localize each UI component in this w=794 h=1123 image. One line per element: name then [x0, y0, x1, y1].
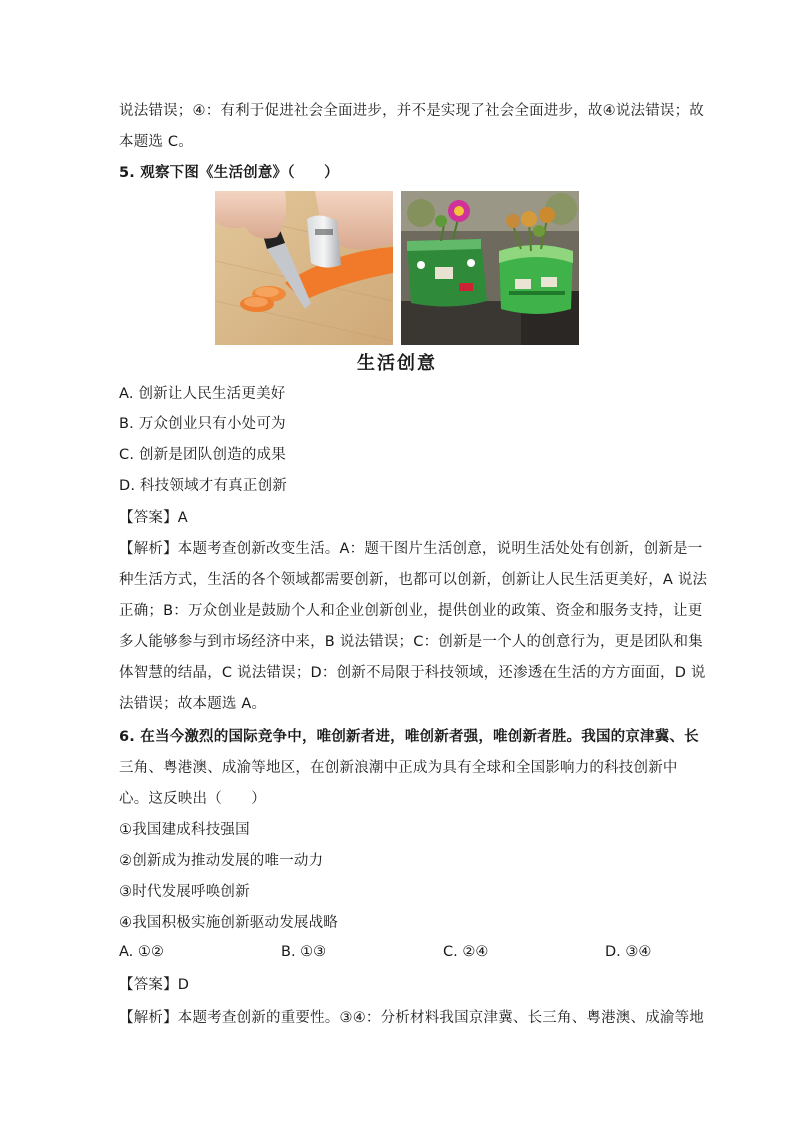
statement-2: ②创新成为推动发展的唯一动力 [119, 853, 324, 869]
bottle-planter-photo [401, 191, 579, 345]
question-5-stem: 5. 观察下图《生活创意》（ ） [119, 165, 339, 181]
carrot-cutting-photo [215, 191, 393, 345]
option-d: D. 科技领域才有真正创新 [119, 478, 287, 494]
statement-4: ④我国积极实施创新驱动发展战略 [119, 915, 338, 931]
q6-analysis-line-1: 【解析】本题考查创新的重要性。③④：分析材料我国京津冀、长三角、粤港澳、成渝等地 [119, 1010, 704, 1026]
question-6-stem-line-2: 三角、粤港澳、成渝等地区，在创新浪潮中正成为具有全球和全国影响力的科技创新中 [119, 760, 678, 776]
statement-3: ③时代发展呼唤创新 [119, 884, 250, 900]
question-5-answer: 【答案】A [119, 510, 188, 526]
q5-analysis-line-2: 种生活方式，生活的各个领域都需要创新，也都可以创新，创新让人民生活更美好，A 说法 [119, 572, 708, 588]
life-creativity-figure [215, 191, 579, 345]
q5-analysis-line-5: 体智慧的结晶，C 说法错误；D：创新不局限于科技领域，还渗透在生活的方方面面，D 说 [119, 665, 706, 681]
choice-d: D. ③④ [605, 944, 652, 960]
figure-caption: 生活创意 [357, 353, 437, 374]
statement-1: ①我国建成科技强国 [119, 822, 250, 838]
option-c: C. 创新是团队创造的成果 [119, 447, 286, 463]
prev-analysis-line-2: 本题选 C。 [119, 134, 193, 150]
option-a: A. 创新让人民生活更美好 [119, 386, 286, 402]
q5-analysis-line-4: 多人能够参与到市场经济中来，B 说法错误；C：创新是一个人的创意行为，更是团队和集 [119, 634, 703, 650]
question-6-answer: 【答案】D [119, 977, 190, 993]
choice-a: A. ①② [119, 944, 164, 960]
q5-analysis-line-3: 正确；B：万众创业是鼓励个人和企业创新创业，提供创业的政策、资金和服务支持，让更 [119, 603, 703, 619]
option-b: B. 万众创业只有小处可为 [119, 416, 286, 432]
choice-c: C. ②④ [443, 944, 489, 960]
question-6-choices [119, 944, 679, 964]
q5-analysis-line-6: 法错误；故本题选 A。 [119, 696, 267, 712]
prev-analysis-line-1: 说法错误；④：有利于促进社会全面进步，并不是实现了社会全面进步，故④说法错误；故 [119, 103, 704, 119]
choice-b: B. ①③ [281, 944, 327, 960]
question-6-stem-line-1: 6. 在当今激烈的国际竞争中，唯创新者进，唯创新者强，唯创新者胜。我国的京津冀、长 [119, 729, 699, 745]
question-6-stem-line-3: 心。这反映出（ ） [119, 791, 266, 807]
q5-analysis-line-1: 【解析】本题考查创新改变生活。A：题干图片生活创意，说明生活处处有创新，创新是一 [119, 541, 703, 557]
